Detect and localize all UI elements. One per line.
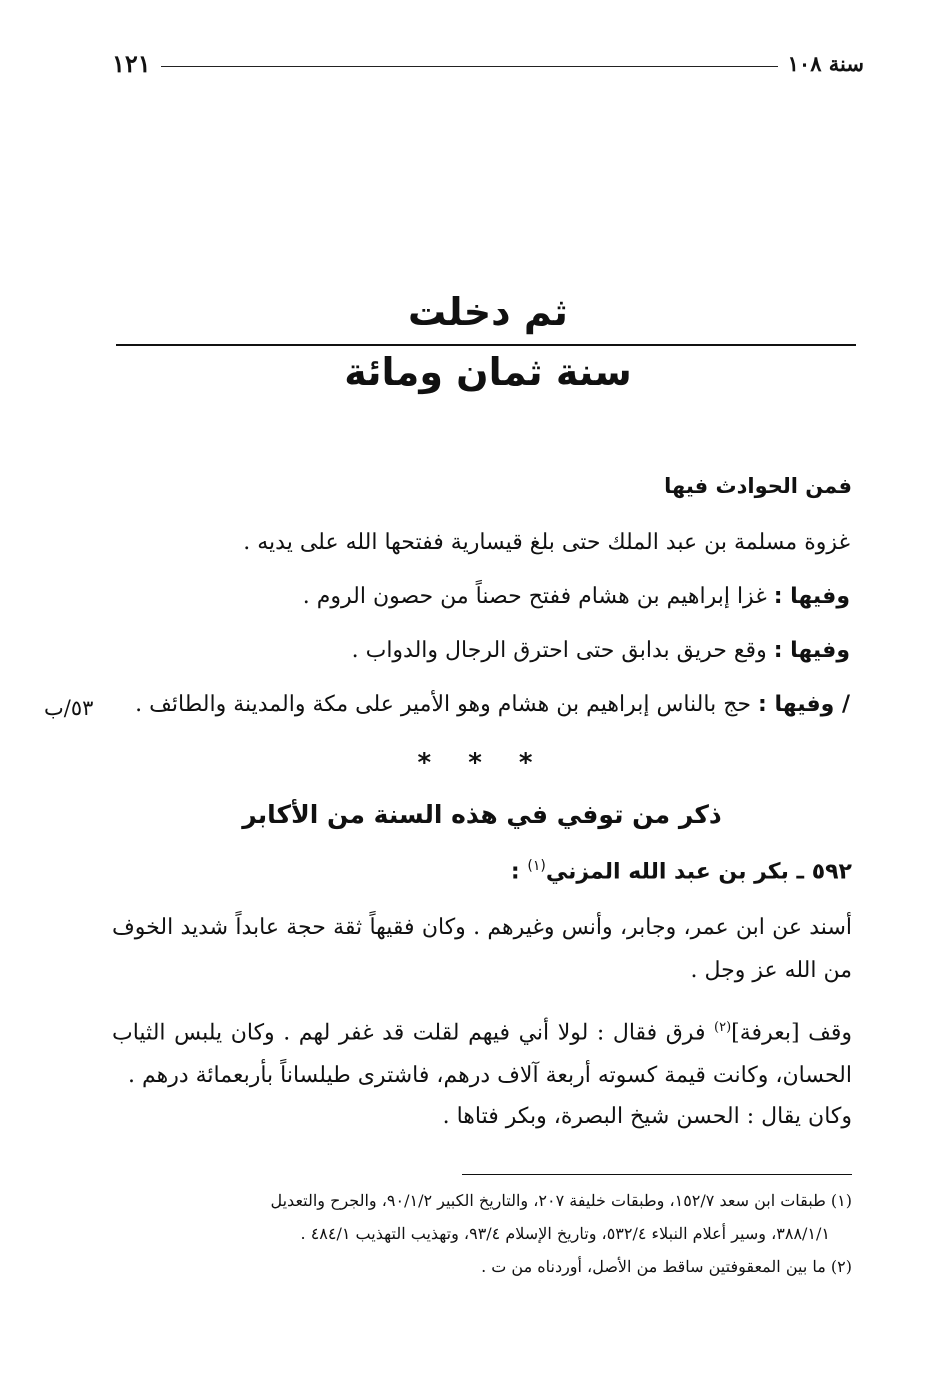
obituaries-heading: ذكر من توفي في هذه السنة من الأكابر: [242, 800, 722, 829]
entry-colon: :: [510, 859, 528, 885]
footnotes: [112, 1184, 852, 1283]
header-year-label: سنة ١٠٨: [787, 50, 864, 76]
event-line-3: [112, 638, 850, 663]
footnote-1-line-1: (١) طبقات ابن سعد ١٥٢/٧، وطبقات خليفة ٢٠٧، والتاريخ الكبير ٩٠/١/٢، والجرح والتعديل: [270, 1191, 852, 1210]
event-text: حج بالناس إبراهيم بن هشام وهو الأمير على مكة والمدينة والطائف .: [135, 692, 758, 717]
entry-number-title: ٥٩٢ ـ بكر بن عبد الله المزني: [545, 859, 852, 885]
footnote-1-line-2: ٣٨٨/١/١، وسير أعلام النبلاء ٥٣٢/٤، وتاريخ الإسلام ٩٣/٤، وتهذيب التهذيب ٤٨٤/١ .: [300, 1224, 830, 1243]
page-number: ١٢١: [112, 48, 151, 78]
events-heading: فمن الحوادث فيها: [664, 474, 852, 498]
footnote-2: (٢) ما بين المعقوفتين ساقط من الأصل، أوردناه من ت .: [481, 1257, 852, 1276]
entry-paragraph-1: أسند عن ابن عمر، وجابر، وأنس وغيرهم . وكان فقيهاً ثقة حجة عابداً شديد الخوف من الله عز وجل .: [112, 915, 852, 983]
event-text: غزا إبراهيم بن هشام ففتح حصناً من حصون الروم .: [302, 584, 774, 609]
event-keyword: وفيها :: [773, 638, 850, 663]
header-rule: [161, 66, 778, 67]
chapter-title-rule: [116, 344, 856, 346]
entry-paragraph-2: [112, 1006, 852, 1097]
running-header: [112, 46, 864, 80]
para2-start: وقف [بعرفة]: [731, 1020, 852, 1046]
entry-heading: [112, 858, 852, 884]
event-text: وقع حريق بدابق حتى احترق الرجال والدواب .: [351, 638, 774, 663]
section-separator: * * *: [417, 748, 547, 778]
chapter-title-line2: سنة ثمان ومائة: [344, 350, 632, 394]
event-line-1: [112, 530, 850, 555]
footnote-mark-1: (١): [527, 858, 546, 874]
event-text: غزوة مسلمة بن عبد الملك حتى بلغ قيسارية ففتحها الله على يديه .: [243, 530, 850, 555]
event-keyword: / وفيها :: [758, 692, 850, 717]
footnote-rule: [462, 1174, 852, 1175]
event-line-4: [112, 692, 850, 717]
event-keyword: وفيها :: [773, 584, 850, 609]
event-line-2: [112, 584, 850, 609]
footnote-mark-2: (٢): [714, 1020, 732, 1035]
manuscript-folio-ref: ٥٣/ب: [44, 696, 94, 720]
chapter-title-line1: ثم دخلت: [408, 290, 568, 334]
entry-paragraph-3: وكان يقال : الحسن شيخ البصرة، وبكر فتاها .: [442, 1104, 852, 1129]
para2-rest: فرق فقال : لولا أني فيهم لقلت قد غفر لهم . وكان يلبس الثياب الحسان، وكانت قيمة كسوته أربعة آلاف درهم، فاشترى طيلساناً بأربعمائة درهم .: [112, 1020, 852, 1089]
